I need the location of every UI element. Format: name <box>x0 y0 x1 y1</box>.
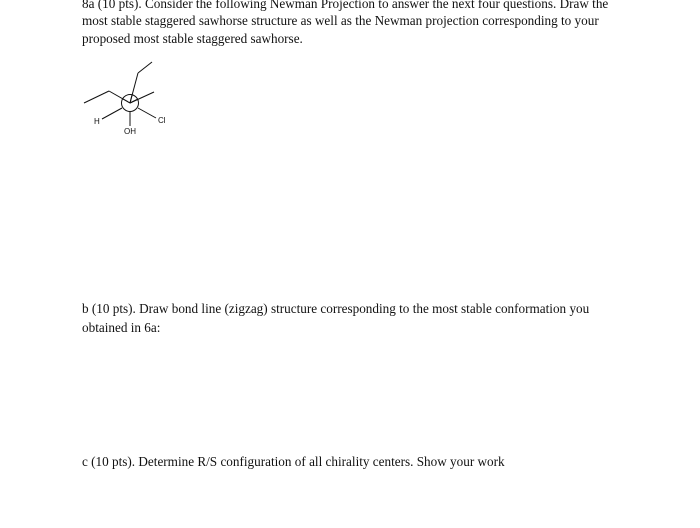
label-h: H <box>94 117 100 126</box>
question-8a-text: 8a (10 pts). Consider the following Newman Projection to answer the next four questions. Draw the most stable staggered sawhorse structure as well as the Newman projection corresponding to your proposed most stable staggered sawhorse. <box>82 0 609 46</box>
front-bond-inner-1 <box>123 99 130 103</box>
front-bond-top-left-ext <box>84 91 109 103</box>
back-bond-right <box>138 108 156 118</box>
front-bond-top-right-ext <box>138 62 152 73</box>
newman-projection <box>78 50 188 145</box>
question-b-text: b (10 pts). Draw bond line (zigzag) structure corresponding to the most stable conformation you obtained in 6a: <box>82 301 590 335</box>
label-cl: Cl <box>158 116 166 125</box>
label-oh: OH <box>124 127 136 136</box>
back-bond-left <box>102 108 122 119</box>
question-c-text: c (10 pts). Determine R/S configuration of all chirality centers. Show your work <box>82 454 505 469</box>
